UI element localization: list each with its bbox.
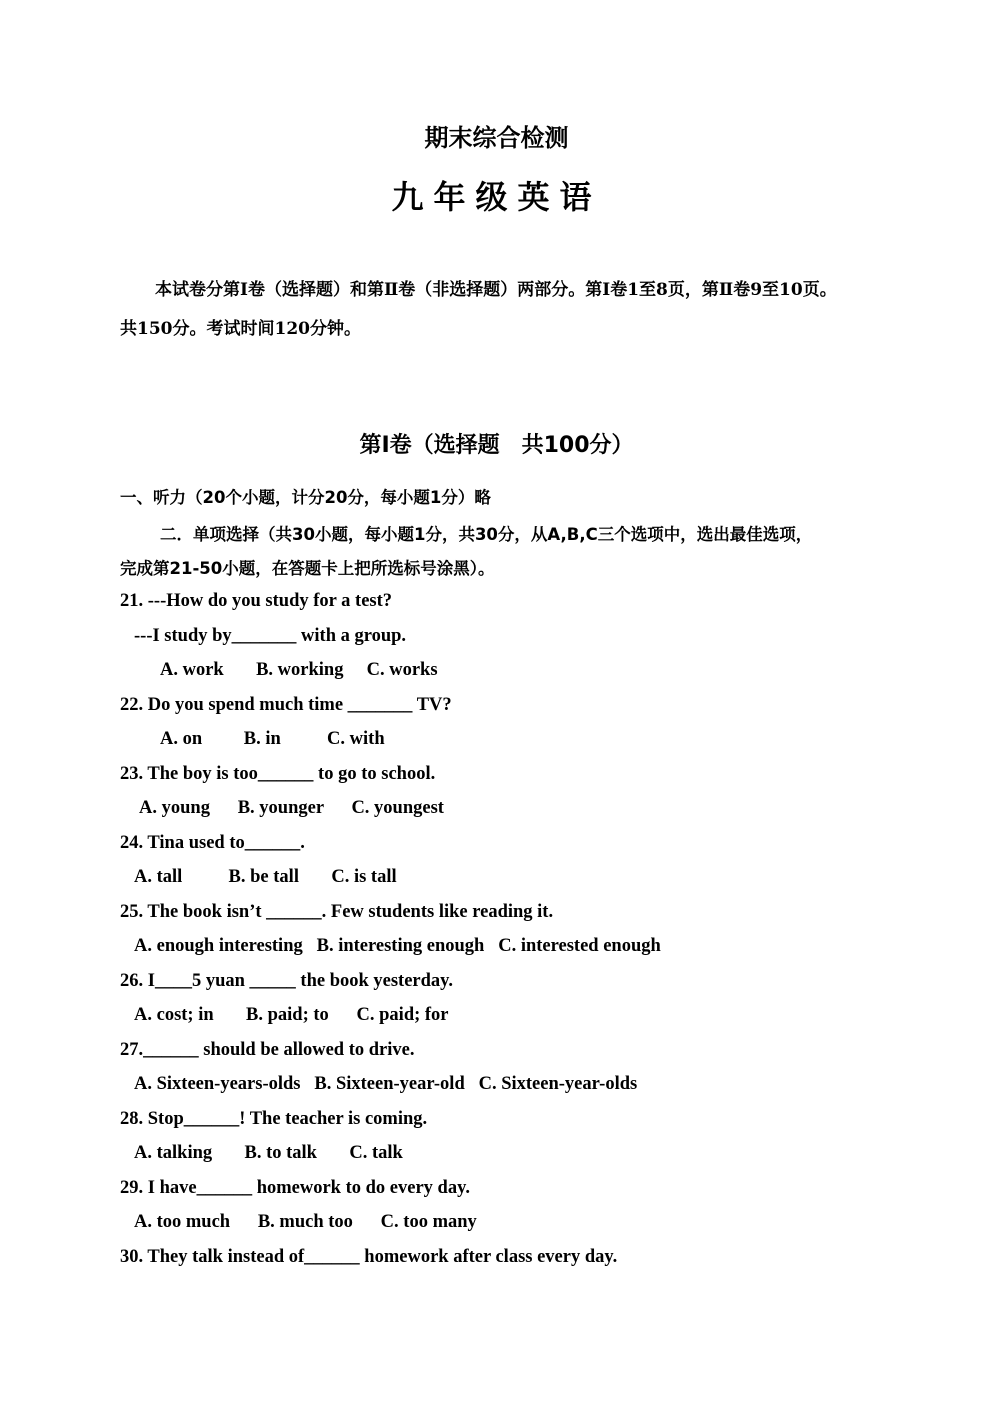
question-21: 21. ---How do you study for a test?	[120, 591, 393, 611]
question-29-options: A. too much B. much too C. too many	[134, 1212, 477, 1232]
question-21-options: A. work B. working C. works	[160, 660, 438, 680]
part-choice-line-1: 二．单项选择（共30小题，每小题1分，共30分，从A,B,C三个选项中，选出最佳选项，	[160, 525, 813, 544]
question-22-options: A. on B. in C. with	[160, 729, 385, 749]
section-title: 第Ⅰ卷（选择题 共100分）	[359, 433, 634, 458]
intro-line-2: 共150分。考试时间120分钟。	[120, 319, 361, 339]
question-23: 23. The boy is too______ to go to school.	[120, 764, 436, 784]
question-24: 24. Tina used to______.	[120, 833, 305, 853]
question-25: 25. The book isn’t ______. Few students like reading it.	[120, 902, 554, 922]
question-26-options: A. cost; in B. paid; to C. paid; for	[134, 1005, 449, 1025]
question-24-options: A. tall B. be tall C. is tall	[134, 867, 397, 887]
intro-line-1: 本试卷分第Ⅰ卷（选择题）和第Ⅱ卷（非选择题）两部分。第Ⅰ卷1至8页，第Ⅱ卷9至10页。	[155, 280, 837, 300]
part-listening: 一、听力（20个小题，计分20分，每小题1分）略	[120, 488, 491, 507]
exam-subtitle: 九年级英语	[391, 178, 602, 216]
question-27: 27.______ should be allowed to drive.	[120, 1040, 415, 1060]
question-30: 30. They talk instead of______ homework after class every day.	[120, 1247, 618, 1267]
question-28: 28. Stop______! The teacher is coming.	[120, 1109, 428, 1129]
exam-title: 期末综合检测	[424, 124, 569, 152]
question-27-options: A. Sixteen-years-olds B. Sixteen-year-old C. Sixteen-year-olds	[134, 1074, 638, 1094]
question-22: 22. Do you spend much time _______ TV?	[120, 695, 452, 715]
question-29: 29. I have______ homework to do every day.	[120, 1178, 470, 1198]
question-26: 26. I____5 yuan _____ the book yesterday.	[120, 971, 454, 991]
question-23-options: A. young B. younger C. youngest	[139, 798, 444, 818]
part-choice-line-2: 完成第21-50小题，在答题卡上把所选标号涂黑）。	[120, 559, 495, 578]
question-28-options: A. talking B. to talk C. talk	[134, 1143, 403, 1163]
question-21-answer-line: ---I study by_______ with a group.	[134, 626, 407, 646]
question-25-options: A. enough interesting B. interesting enough C. interested enough	[134, 936, 661, 956]
